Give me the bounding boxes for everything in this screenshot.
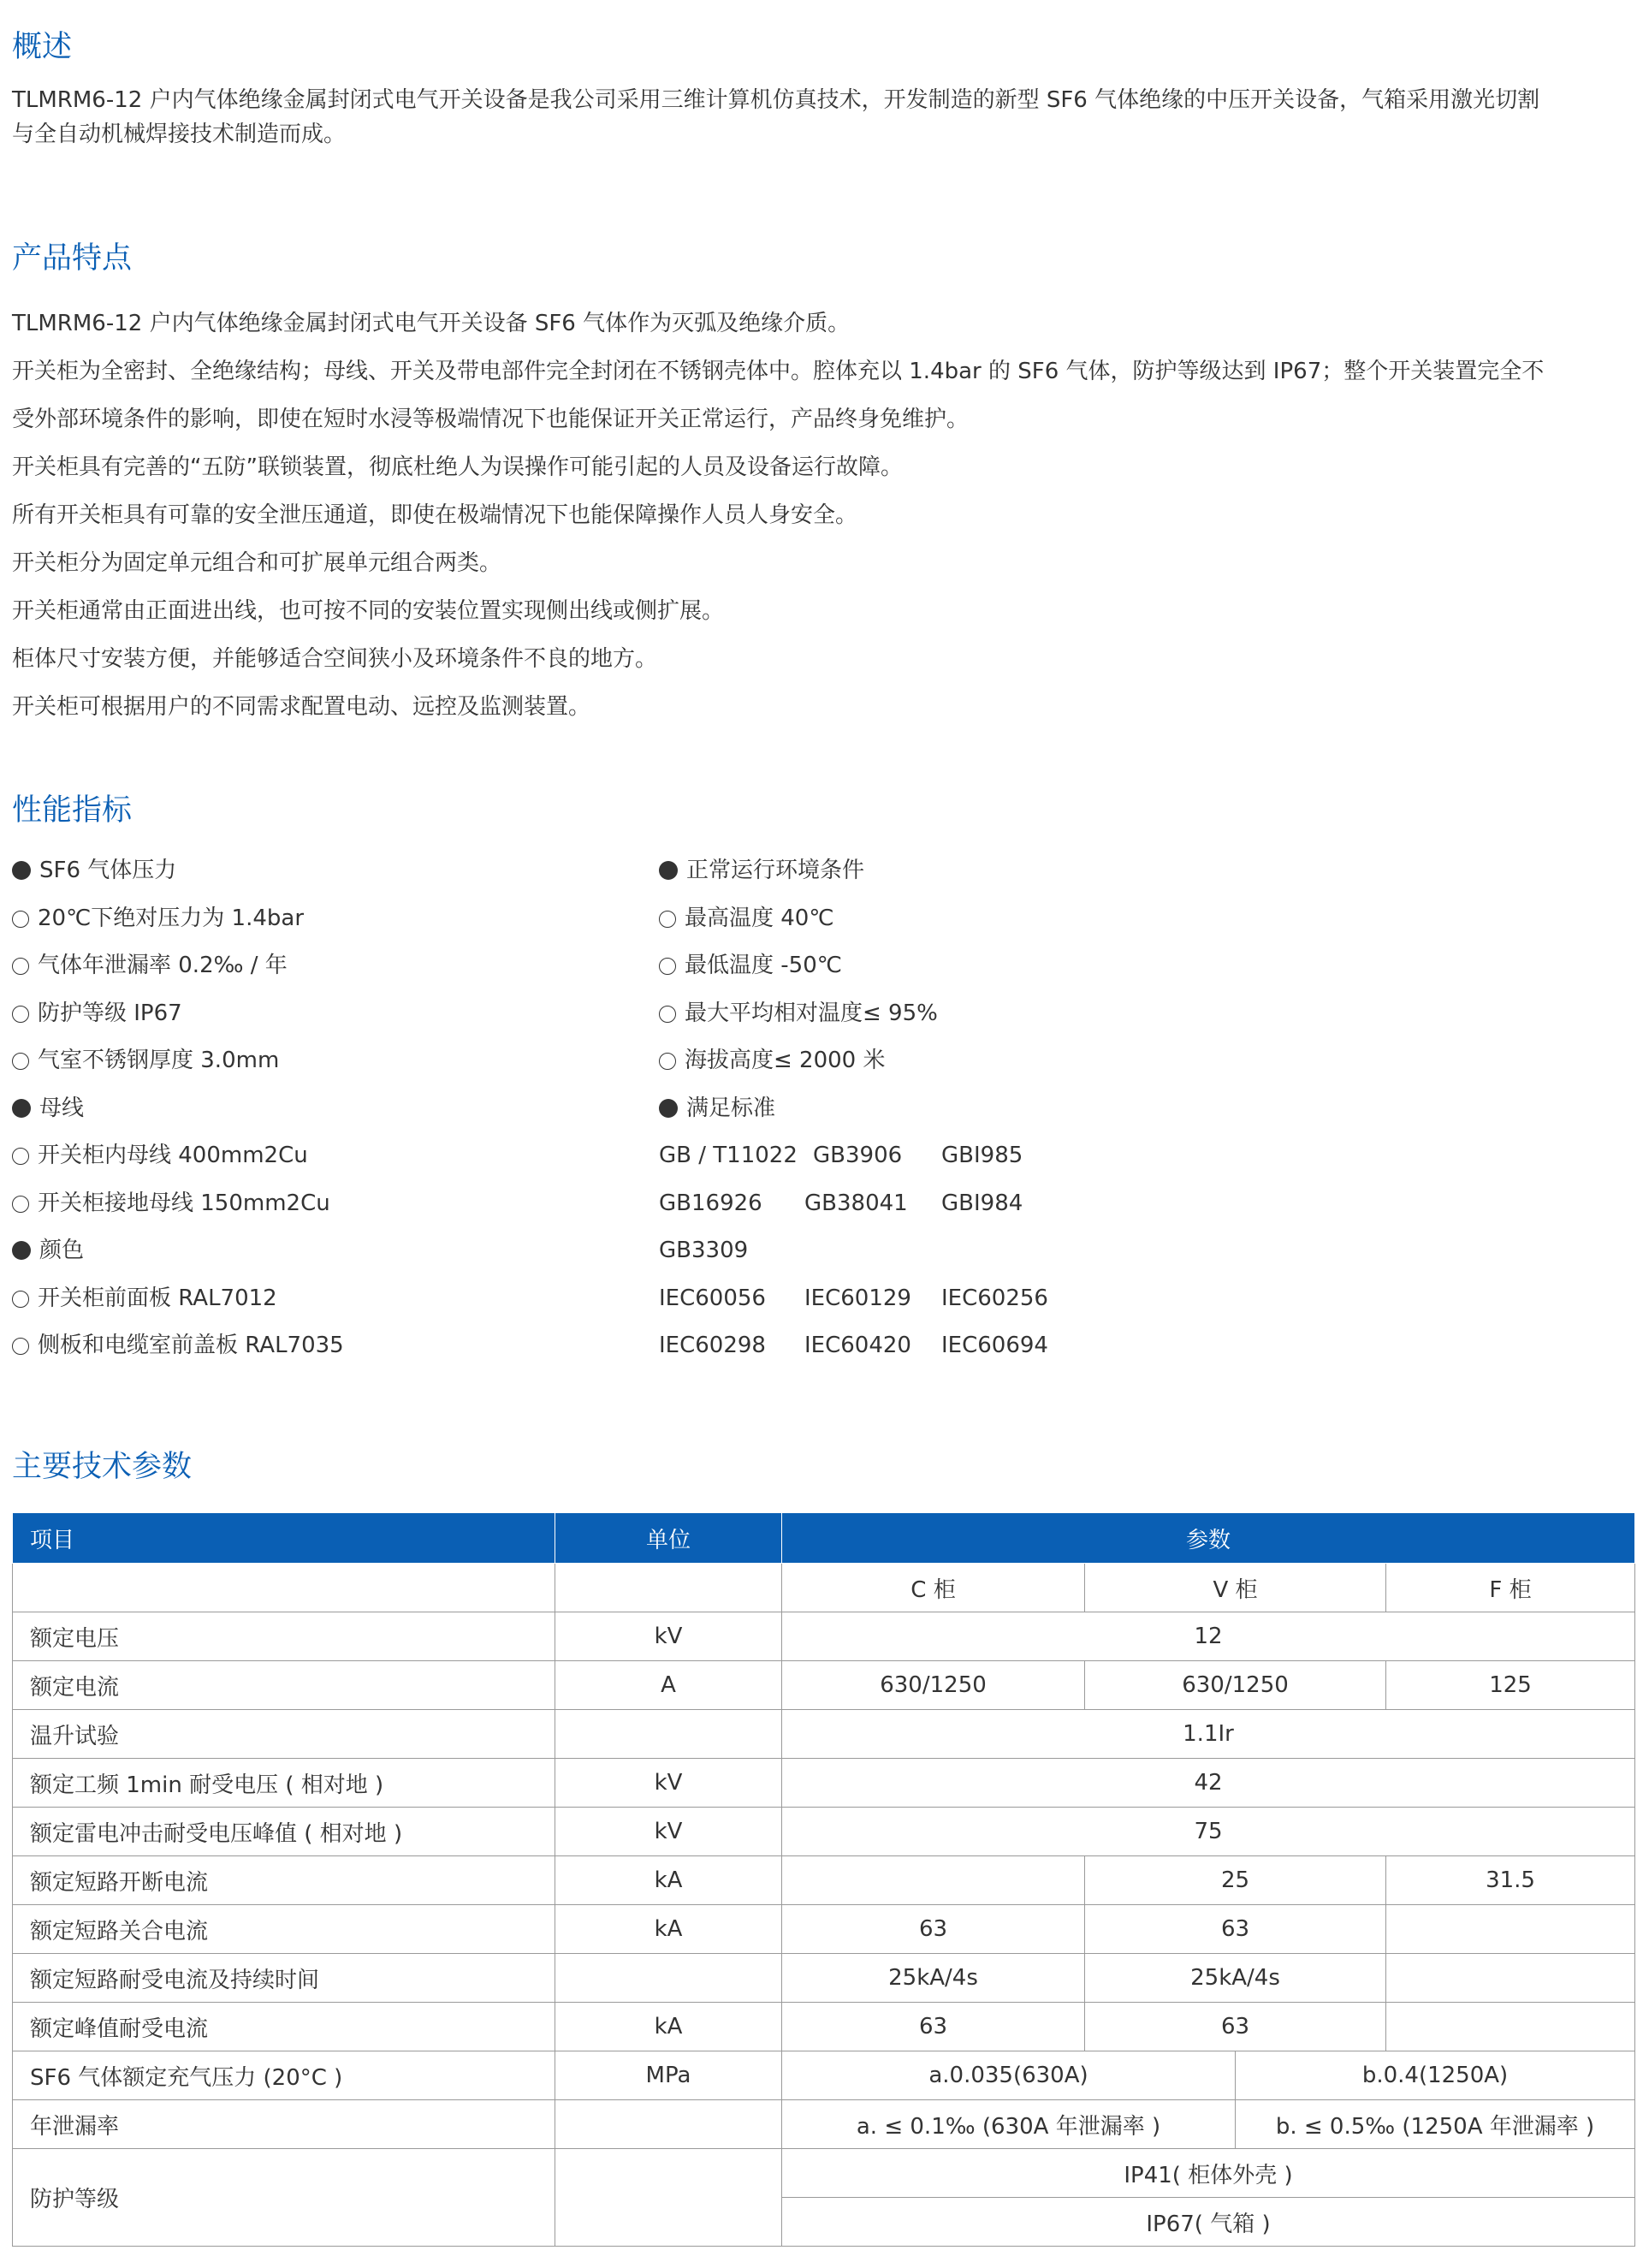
table-row <box>13 1564 1635 1612</box>
performance-heading: 性能指标 <box>12 793 133 828</box>
perf-item: 最高温度 40℃ <box>659 895 1258 943</box>
perf-item: 母线 <box>12 1085 611 1133</box>
table-cell: 630/1250 <box>782 1661 1085 1710</box>
table-cell <box>555 2149 782 2247</box>
table-cell: IP67( 气箱 ) <box>782 2198 1635 2247</box>
header-values: 参数 <box>782 1513 1635 1564</box>
table-cell: 额定电流 <box>13 1661 555 1710</box>
bullet-icon <box>659 1099 678 1118</box>
circle-icon <box>659 1053 676 1070</box>
overview-line: 与全自动机械焊接技术制造而成。 <box>12 122 347 147</box>
table-cell <box>1386 2003 1635 2051</box>
bullet-icon <box>12 861 31 880</box>
table-cell: A <box>555 1661 782 1710</box>
table-cell: 63 <box>1085 2003 1386 2051</box>
table-cell: 额定短路开断电流 <box>13 1856 555 1905</box>
perf-item: 最大平均相对温度≤ 95% <box>659 990 1258 1038</box>
circle-icon <box>12 1006 29 1023</box>
table-row <box>13 1661 1635 1710</box>
standards-row: GB16926 GB38041 GBI984 <box>659 1190 1023 1216</box>
circle-icon <box>12 1338 29 1355</box>
performance-left-column <box>12 847 611 1370</box>
table-cell: 年泄漏率 <box>13 2100 555 2149</box>
table-cell: 温升试验 <box>13 1710 555 1759</box>
sub-v: V 柜 <box>1085 1564 1386 1612</box>
table-cell: SF6 气体额定充气压力 (20°C ) <box>13 2051 555 2100</box>
sub-c: C 柜 <box>782 1564 1085 1612</box>
table-cell: 25kA/4s <box>1085 1954 1386 2003</box>
feature-item: 开关柜可根据用户的不同需求配置电动、远控及监测装置。 <box>12 694 591 720</box>
table-cell: a.0.035(630A) <box>782 2051 1236 2100</box>
table-cell: 63 <box>782 2003 1085 2051</box>
table-cell: 125 <box>1386 1661 1635 1710</box>
perf-item: 气体年泄漏率 0.2‰ / 年 <box>12 942 611 990</box>
overview-heading: 概述 <box>12 30 73 64</box>
circle-icon <box>659 911 676 928</box>
table-row <box>13 2003 1635 2051</box>
feature-item: 开关柜具有完善的“五防”联锁装置，彻底杜绝人为误操作可能引起的人员及设备运行故障。 <box>12 454 903 480</box>
table-cell <box>555 1710 782 1759</box>
feature-item: 开关柜分为固定单元组合和可扩展单元组合两类。 <box>12 550 502 576</box>
table-cell <box>1386 1905 1635 1954</box>
feature-item: 柜体尺寸安装方便，并能够适合空间狭小及环境条件不良的地方。 <box>12 646 658 672</box>
table-cell: 31.5 <box>1386 1856 1635 1905</box>
header-item: 项目 <box>13 1513 555 1564</box>
overview-line: TLMRM6-12 户内气体绝缘金属封闭式电气开关设备是我公司采用三维计算机仿真技术，开发制造的新型 SF6 气体绝缘的中压开关设备，气箱采用激光切割 <box>12 87 1540 113</box>
table-cell: 额定雷电冲击耐受电压峰值 ( 相对地 ) <box>13 1808 555 1856</box>
table-cell: 额定电压 <box>13 1612 555 1661</box>
table-cell: 25kA/4s <box>782 1954 1085 2003</box>
perf-item: 20℃下绝对压力为 1.4bar <box>12 895 611 943</box>
table-cell <box>782 1856 1085 1905</box>
table-row <box>13 2051 1635 2100</box>
header-unit: 单位 <box>555 1513 782 1564</box>
table-cell <box>555 1954 782 2003</box>
table-row <box>13 1856 1635 1905</box>
perf-item: 最低温度 -50℃ <box>659 942 1258 990</box>
perf-item: SF6 气体压力 <box>12 847 611 895</box>
perf-item: 侧板和电缆室前盖板 RAL7035 <box>12 1322 611 1370</box>
table-cell <box>1386 1954 1635 2003</box>
table-cell <box>13 1564 555 1612</box>
bullet-icon <box>12 1241 31 1260</box>
table-row <box>13 1954 1635 2003</box>
table-cell: 630/1250 <box>1085 1661 1386 1710</box>
table-cell: a. ≤ 0.1‰ (630A 年泄漏率 ) <box>782 2100 1236 2149</box>
circle-icon <box>12 1148 29 1165</box>
table-row <box>13 2149 1635 2198</box>
feature-item: 受外部环境条件的影响，即使在短时水浸等极端情况下也能保证开关正常运行，产品终身免维护。 <box>12 407 970 432</box>
feature-item: 所有开关柜具有可靠的安全泄压通道，即使在极端情况下也能保障操作人员人身安全。 <box>12 502 858 528</box>
sub-f: F 柜 <box>1386 1564 1635 1612</box>
performance-right-column <box>659 847 1258 1370</box>
table-row <box>13 1612 1635 1661</box>
circle-icon <box>659 958 676 975</box>
table-cell: 12 <box>782 1612 1635 1661</box>
circle-icon <box>12 1291 29 1308</box>
table-cell: 63 <box>782 1905 1085 1954</box>
feature-item: 开关柜通常由正面进出线，也可按不同的安装位置实现侧出线或侧扩展。 <box>12 598 725 624</box>
table-cell <box>555 1564 782 1612</box>
table-cell: 额定短路关合电流 <box>13 1905 555 1954</box>
table-cell: kV <box>555 1808 782 1856</box>
perf-item: 满足标准 <box>659 1085 1258 1133</box>
table-cell: 63 <box>1085 1905 1386 1954</box>
table-row <box>13 2100 1635 2149</box>
table-cell: kA <box>555 1905 782 1954</box>
table-row <box>13 1808 1635 1856</box>
table-cell: kA <box>555 2003 782 2051</box>
perf-item: 开关柜前面板 RAL7012 <box>12 1275 611 1323</box>
feature-item: 开关柜为全密封、全绝缘结构；母线、开关及带电部件完全封闭在不锈钢壳体中。腔体充以 1.4bar 的 SF6 气体，防护等级达到 IP67；整个开关装置完全不 <box>12 359 1545 384</box>
table-cell: 25 <box>1085 1856 1386 1905</box>
perf-item: 颜色 <box>12 1227 611 1275</box>
table-cell: 防护等级 <box>13 2149 555 2247</box>
table-cell: kV <box>555 1759 782 1808</box>
table-cell: kA <box>555 1856 782 1905</box>
perf-item: 开关柜接地母线 150mm2Cu <box>12 1180 611 1228</box>
circle-icon <box>12 1196 29 1213</box>
circle-icon <box>12 1053 29 1070</box>
table-cell <box>555 2100 782 2149</box>
bullet-icon <box>659 861 678 880</box>
perf-item: 正常运行环境条件 <box>659 847 1258 895</box>
params-heading: 主要技术参数 <box>12 1450 193 1484</box>
standards-row: IEC60298 IEC60420 IEC60694 <box>659 1333 1048 1358</box>
table-cell: b.0.4(1250A) <box>1236 2051 1635 2100</box>
table-cell: MPa <box>555 2051 782 2100</box>
params-table <box>12 1512 1635 2247</box>
table-cell: b. ≤ 0.5‰ (1250A 年泄漏率 ) <box>1236 2100 1635 2149</box>
standards-row: GB3309 <box>659 1238 749 1263</box>
perf-item: 气室不锈钢厚度 3.0mm <box>12 1037 611 1085</box>
standards-row: IEC60056 IEC60129 IEC60256 <box>659 1285 1048 1311</box>
table-cell: 1.1Ir <box>782 1710 1635 1759</box>
perf-item: 开关柜内母线 400mm2Cu <box>12 1132 611 1180</box>
table-cell: IP41( 柜体外壳 ) <box>782 2149 1635 2198</box>
standards-row: GB / T11022 GB3906 GBI985 <box>659 1143 1023 1168</box>
bullet-icon <box>12 1099 31 1118</box>
overview-text <box>12 83 1634 151</box>
table-row <box>13 1710 1635 1759</box>
circle-icon <box>659 1006 676 1023</box>
circle-icon <box>12 958 29 975</box>
table-cell: 额定峰值耐受电流 <box>13 2003 555 2051</box>
table-cell: 额定短路耐受电流及持续时间 <box>13 1954 555 2003</box>
feature-item: TLMRM6-12 户内气体绝缘金属封闭式电气开关设备 SF6 气体作为灭弧及绝缘介质。 <box>12 311 851 336</box>
perf-item: 海拔高度≤ 2000 米 <box>659 1037 1258 1085</box>
table-cell: 75 <box>782 1808 1635 1856</box>
table-cell: 额定工频 1min 耐受电压 ( 相对地 ) <box>13 1759 555 1808</box>
perf-item: 防护等级 IP67 <box>12 990 611 1038</box>
table-header-row <box>13 1513 1635 1564</box>
table-row <box>13 1759 1635 1808</box>
circle-icon <box>12 911 29 928</box>
features-list <box>12 300 1634 731</box>
table-row <box>13 1905 1635 1954</box>
table-cell: 42 <box>782 1759 1635 1808</box>
table-cell: kV <box>555 1612 782 1661</box>
features-heading: 产品特点 <box>12 241 133 276</box>
